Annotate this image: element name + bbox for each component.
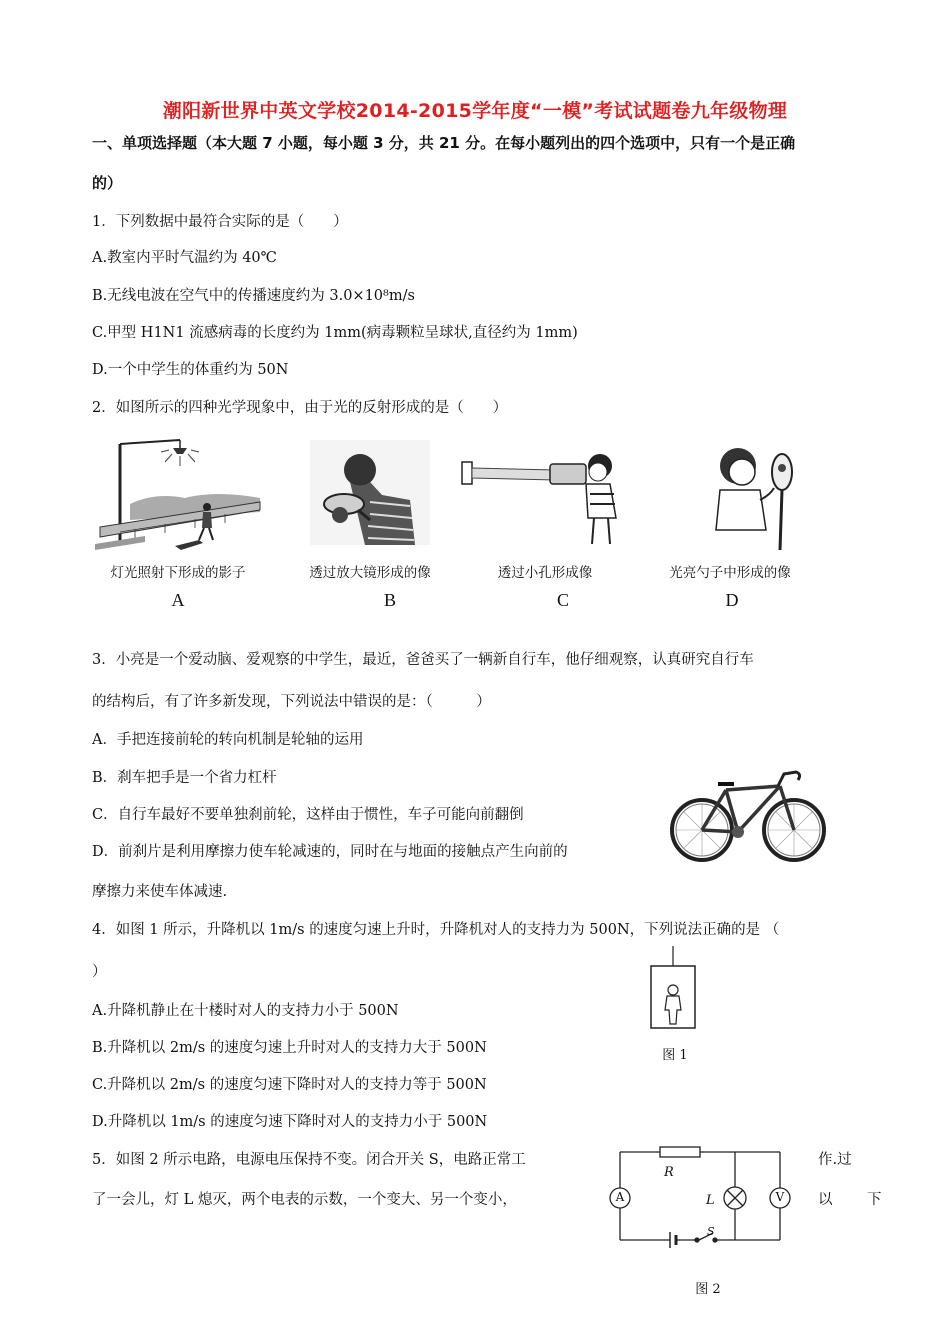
q3-option-a: A．手把连接前轮的转向机制是轮轴的运用 [92,732,364,748]
q4-stem-line1: 4．如图 1 所示，升降机以 1m/s 的速度匀速上升时，升降机对人的支持力为 500N，下列说法正确的是 （ [92,922,780,938]
q4-stem-line2: ） [92,964,107,980]
elevator-figure [648,946,698,1031]
q1-stem: 1．下列数据中最符合实际的是（ ） [92,214,348,230]
figure-d-caption: 光亮勺子中形成的像 [669,565,791,581]
figure-c-caption: 透过小孔形成像 [497,565,593,581]
figure-b-label: B [383,590,396,610]
figure-1-caption: 图 1 [662,1048,688,1063]
q4-option-c: C.升降机以 2m/s 的速度匀速下降时对人的支持力等于 500N [92,1077,487,1093]
q4-option-a: A.升降机静止在十楼时对人的支持力小于 500N [92,1003,399,1019]
circuit-label-lamp: L [706,1193,715,1208]
q3-stem-line1: 3．小亮是一个爱动脑、爱观察的中学生，最近，爸爸买了一辆新自行车，他仔细观察，认真研究自行车 [92,652,754,668]
figure-a-label: A [171,590,185,610]
figure-d-label: D [725,590,739,610]
q3-option-b: B．刹车把手是一个省力杠杆 [92,770,277,786]
figure-a-caption: 灯光照射下形成的影子 [110,565,246,581]
q5-stem-line1-right: 作.过 [818,1152,852,1168]
q5-stem-line1-left: 5．如图 2 所示电路，电源电压保持不变。闭合开关 S，电路正常工 [92,1152,526,1168]
circuit-label-r: R [664,1165,674,1180]
figure-2-caption: 图 2 [695,1282,721,1297]
circuit-label-switch: S [707,1225,715,1238]
figure-c-pinhole [460,448,640,548]
circuit-label-voltmeter: V [775,1190,785,1204]
q1-option-c: C.甲型 H1N1 流感病毒的长度约为 1mm(病毒颗粒呈球状,直径约为 1mm) [92,325,578,341]
page-title: 潮阳新世界中英文学校2014-2015学年度“一模”考试试题卷九年级物理 [162,100,788,122]
q4-option-d: D.升降机以 1m/s 的速度匀速下降时对人的支持力小于 500N [92,1114,488,1130]
circuit-label-ammeter: A [615,1190,625,1204]
q5-stem-line2-right: 以 下 [818,1192,892,1208]
q1-option-a: A.教室内平时气温约为 40℃ [92,250,277,266]
q4-option-b: B.升降机以 2m/s 的速度匀速上升时对人的支持力大于 500N [92,1040,487,1056]
q3-option-c: C．自行车最好不要单独刹前轮，这样由于惯性，车子可能向前翻倒 [92,807,524,823]
q3-option-d-line1: D．前刹片是利用摩擦力使车轮减速的，同时在与地面的接触点产生向前的 [92,844,568,860]
figure-b-caption: 透过放大镜形成的像 [309,565,431,581]
q5-stem-line2-left: 了一会儿，灯 L 熄灭，两个电表的示数，一个变大、另一个变小， [92,1192,517,1208]
q1-option-b: B.无线电波在空气中的传播速度约为 3.0×10⁸m/s [92,288,415,304]
section-heading-line1: 一、单项选择题（本大题 7 小题，每小题 3 分，共 21 分。在每小题列出的四个选项中，只有一个是正确 [92,134,796,152]
section-heading-line2: 的） [92,174,123,192]
figure-a-street-lamp [95,432,265,552]
circuit-diagram [605,1140,795,1250]
figure-b-magnifier [310,440,430,545]
figure-d-spoon [700,440,810,555]
figure-c-label: C [556,590,569,610]
q2-stem: 2．如图所示的四种光学现象中，由于光的反射形成的是（ ） [92,400,508,416]
q1-option-d: D.一个中学生的体重约为 50N [92,362,289,378]
q3-option-d-line2: 摩擦力来使车体减速. [92,884,228,900]
q3-stem-line2: 的结构后，有了许多新发现，下列说法中错误的是：（ ） [92,694,491,710]
bicycle-image [668,768,828,864]
